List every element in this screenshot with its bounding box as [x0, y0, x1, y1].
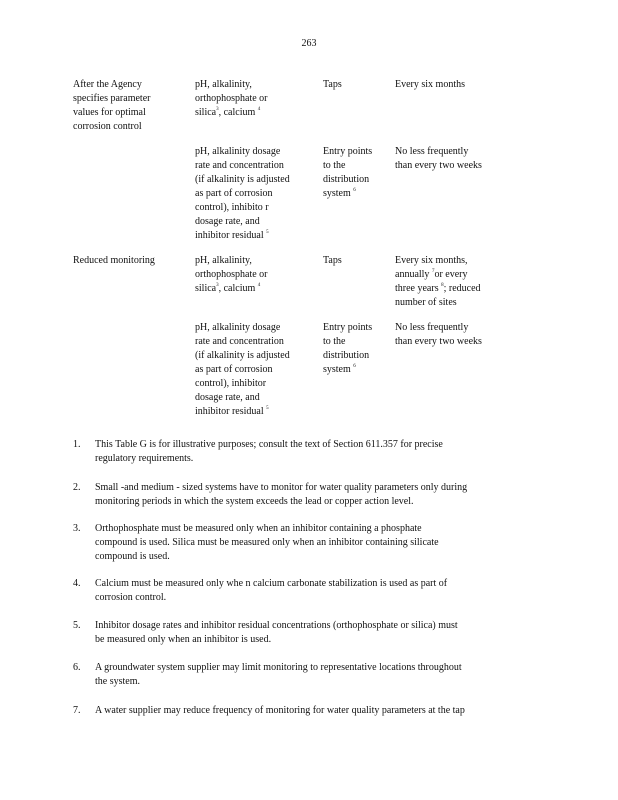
- row1-entry2-frequency: No less frequently than every two weeks: [395, 146, 482, 171]
- row2-condition: Reduced monitoring: [73, 255, 155, 266]
- row1-condition: After the Agency specifies parameter values for optimal corrosion control: [73, 79, 151, 132]
- row2-entry1-parameter: pH, alkalinity, orthophosphate or silica$^3$, calcium $^4$: [195, 255, 268, 294]
- row1-entry2-location: Entry points to the distribution system $^6$: [323, 146, 373, 199]
- row2-entry2-parameter: pH, alkalinity dosage rate and concentration (if alkalinity is adjusted as part of corrosion control), inhibitor dosage rate, and inhibitor residual $^5$: [195, 322, 290, 417]
- row1-entry2-parameter: pH, alkalinity dosage rate and concentration (if alkalinity is adjusted as part of corrosion control), inhibito r dosage rate, and inhibitor residual $^5$: [195, 146, 290, 241]
- row1-entry1-parameter: pH, alkalinity, orthophosphate or silica$^3$, calcium $^4$: [195, 79, 268, 118]
- row2-entry1-frequency: Every six months, annually $^7$or every three years $^8$; reduced number of sites: [395, 255, 481, 308]
- row2-entry2-location: Entry points to the distribution system $^6$: [323, 322, 373, 375]
- page-number: 263: [301, 38, 317, 49]
- row2-entry2-frequency: No less frequently than every two weeks: [395, 322, 482, 347]
- row1-entry1-location: Taps: [323, 79, 342, 90]
- row1-entry1-frequency: Every six months: [395, 79, 465, 90]
- row2-entry1-location: Taps: [323, 255, 342, 266]
